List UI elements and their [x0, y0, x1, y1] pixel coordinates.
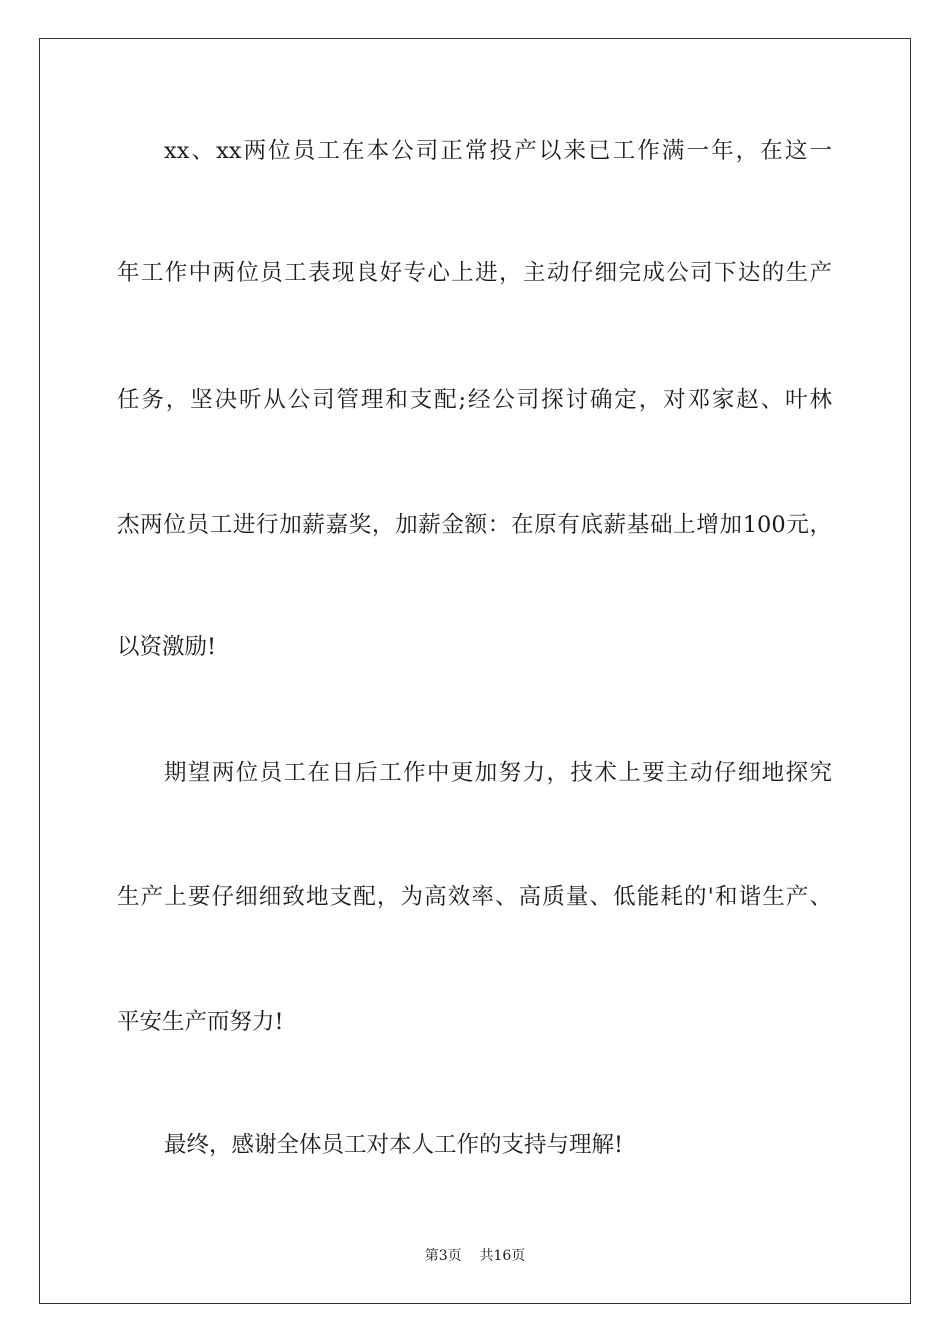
paragraph-2-line-1: 期望两位员工在日后工作中更加努力，技术上要主动仔细地探究 [164, 760, 832, 786]
paragraph-2-line-3: 平安生产而努力! [117, 1009, 284, 1035]
paragraph-1-line-5: 以资激励! [117, 634, 217, 660]
paragraph-2-line-2: 生产上要仔细细致地支配，为高效率、高质量、低能耗的'和谐生产、 [117, 884, 832, 910]
paragraph-1-line-3: 任务，坚决听从公司管理和支配;经公司探讨确定，对邓家赵、叶林 [117, 387, 832, 413]
paragraph-1-line-2: 年工作中两位员工表现良好专心上进，主动仔细完成公司下达的生产 [117, 260, 832, 286]
paragraph-1-line-4: 杰两位员工进行加薪嘉奖，加薪金额：在原有底薪基础上增加100元， [117, 512, 832, 538]
paragraph-1-line-1: xx、xx两位员工在本公司正常投产以来已工作满一年，在这一 [164, 138, 832, 164]
page-frame [39, 38, 911, 1304]
paragraph-3-line-1: 最终，感谢全体员工对本人工作的支持与理解! [164, 1132, 624, 1158]
page-number-footer: 第3页 共16页 [424, 1248, 526, 1264]
